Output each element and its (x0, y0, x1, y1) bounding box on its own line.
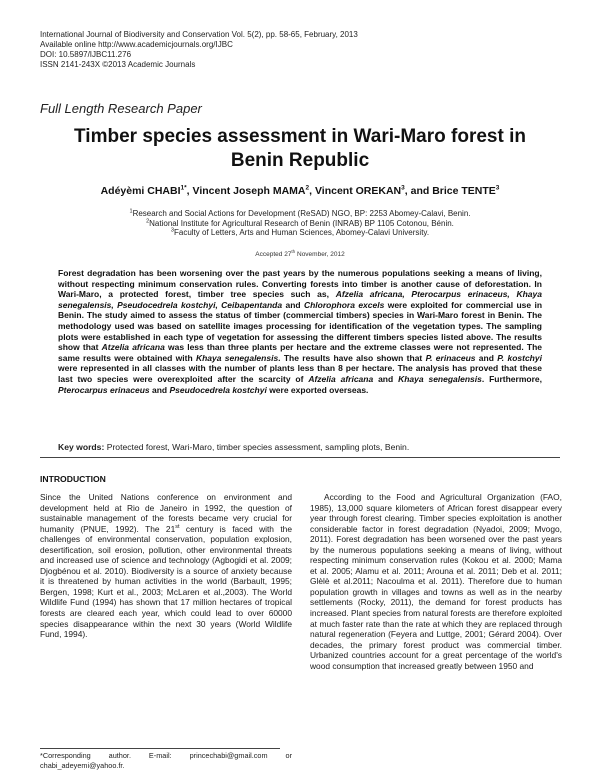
author-affiliation-mark: 3 (495, 184, 500, 192)
journal-citation: International Journal of Biodiversity and Conservation Vol. 5(2), pp. 58-65, February, 2013 (40, 30, 358, 39)
author-separator: , and (404, 185, 433, 197)
body-column-right (310, 492, 562, 671)
author-name: Vincent OREKAN (314, 185, 402, 197)
keywords-text: Protected forest, Wari-Maro, timber species assessment, sampling plots, Benin. (104, 442, 410, 452)
author-separator: , (309, 185, 315, 197)
section-heading-introduction: INTRODUCTION (40, 474, 106, 484)
author-affiliation-mark: 1* (180, 184, 187, 192)
affiliation: $^1$Research and Social Actions for Development (ReSAD) NGO, BP: 2253 Abomey-Calavi, Benin. (129, 208, 471, 218)
abstract: Forest degradation has been worsening over the past years by the numerous populations seeking a means of living, without respecting minimum conservation rules. Converting forests into timber is another cause of deforestation. In Wari-Maro, a protected forest, timber tree species such as, Afzelia africana, Pterocarpus erinaceus, Khaya senegalensis, Pseudocedrela kostchyi, Ceibapentanda and Chlorophora excels were exploited for commercial use in Benin. The study aimed to assess the status of timber (commercial timbers) species in Wari-Maro forest in Benin. The methodology used was based on satellite images processing for identification of the vegetation types. The sampling plots were established in each type of vegetation for assessing the different timbers species listed above. The results show that Atzelia africana was less than three plants per hectare and the extreme classes were not represented. The same results were obtained with Khaya senegalensis. The results have also shown that P. erinaceus and P. kostchyi were represented in all classes with the number of plants less than 8 per hectare. The analysis has proved that these last two species were overexploited after the scarcity of Afzelia africana and Khaya senegalensis. Furthermore, Pterocarpus erinaceus and Pseudocedrela kostchyi were exported overseas. (58, 268, 543, 395)
corresponding-author-footnote: *Corresponding author. E-mail: princechabi@gmail.com or chabi_adeyemi@yahoo.fr. (40, 751, 292, 770)
body-paragraph: Since the United Nations conference on environment and development held at Rio de Janeiro in 1992, the question of sustainable management of the forests became very crucial for humanity (PNUE, 1992). The 21st century is faced with the challenges of environmental conservation, population explosion, desertification, soil erosion, pollution, other environmental threats and increased use of science and technology (Agbogidi et al. 2009; Djogbénou et al. 2010). Biodiversity is a source of anxiety because it is threatened by human activities in the world (Barbault, 1995; Bergen, 1998; Kurt et al., 2003; McLaren et al.,2003). The World Wildlife Fund (1994) has shown that 17 million hectares of tropical forests are cleared each year, which could lead to over 60000 species disappearance within the next 30 years (World Wildlife Fund, 1994). (40, 492, 292, 640)
author-name: Brice TENTE (432, 185, 496, 197)
affiliation: $^3$Faculty of Letters, Arts and Human Sciences, Abomey-Calavi University. (170, 227, 430, 237)
section-divider (40, 457, 560, 458)
journal-doi: DOI: 10.5897/IJBC11.276 (40, 50, 132, 59)
author-affiliation-mark: 2 (305, 184, 310, 192)
affiliation-list (40, 209, 560, 238)
author-name: Adéyèmi CHABI (100, 185, 181, 197)
author-name: Vincent Joseph MAMA (192, 185, 306, 197)
author-affiliation-mark: 3 (401, 184, 405, 192)
accepted-date: Accepted 27th November, 2012 (255, 248, 345, 258)
body-column-left (40, 492, 292, 640)
keywords-label: Key words: (58, 442, 105, 452)
paper-title (60, 125, 540, 173)
body-paragraph: According to the Food and Agricultural Organization (FAO, 1985), 13,000 square kilometers of African forest disappear every year through forest clearing. Timber species exploitation is another considerable factor in forest degradation (Nyadoi, 2009; Mvogo, 2011). Forest degradation has been worsened over the past years by the numerous populations seeking a means of living, without respecting minimum conservation rules (Kokou et al. 2000; Mama et al. 2005; Alamu et al. 2011; Arouna et al. 2011; Deb et al. 2011; Glèlè et al.2011; Nacoulma et al. 2011). Therefore due to human population growth in villages and towns as well as in the nearby settlements (Rocky, 2011), the demand for forest products has increased. Plant species from natural forests are therefore exploited at much faster rate than the rate at which they are replaced through natural regeneration (Feyera and Luttge, 2001; Gérard 2004). Over decades, the primary forest product was commercial timber. Urbanized countries account for a great percentage of the world's wood consumption that increased greatly between 1950 and (310, 492, 562, 671)
title-line-1: Timber species assessment in Wari-Maro forest in (74, 126, 526, 147)
research-type: Full Length Research Paper (40, 101, 202, 116)
affiliation: $^2$National Institute for Agricultural Research of Benin (INRAB) BP 1105 Cotonou, Bénin. (146, 217, 454, 228)
keywords (58, 442, 542, 452)
journal-header (40, 30, 358, 70)
footnote-divider (40, 748, 280, 749)
journal-url[interactable]: Available online http://www.academicjournals.org/IJBC (40, 40, 233, 49)
journal-issn: ISSN 2141-243X ©2013 Academic Journals (40, 60, 196, 69)
title-line-2: Benin Republic (230, 150, 370, 171)
author-separator: , (186, 185, 193, 197)
author-list (40, 185, 560, 197)
